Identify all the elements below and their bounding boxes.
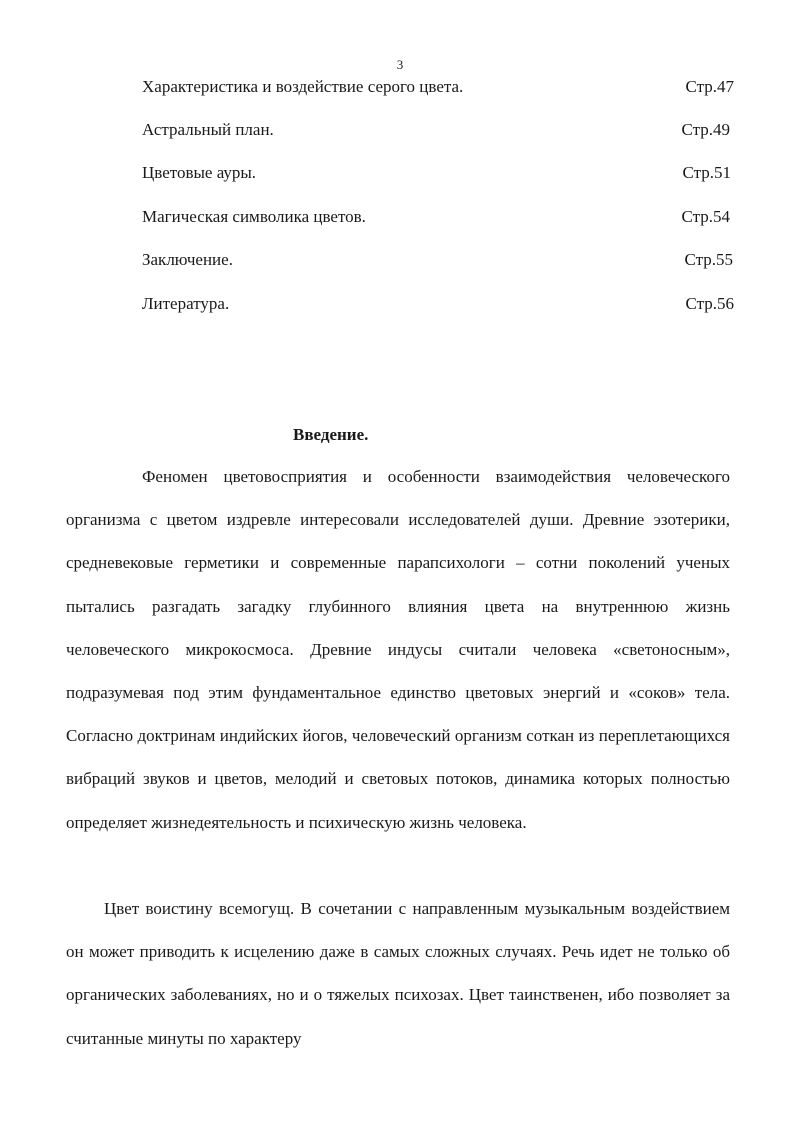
toc-entry-page: Стр.55 [684, 250, 733, 269]
toc-entry [142, 293, 734, 315]
section-heading: Введение. [293, 425, 369, 444]
toc-entry-page: Стр.51 [682, 163, 731, 182]
toc-entry-title: Цветовые ауры. [142, 163, 257, 182]
toc-entry-page: Стр.56 [685, 294, 734, 313]
toc-entry-page: Стр.47 [685, 77, 734, 96]
body-paragraph: Цвет воистину всемогущ. В сочетании с направленным музыкальным воздействием он может приводить к исцелению даже в самых сложных случаях. Речь идет не только об органических заболеваниях, но и о тяжелых психозах. Цвет таинственен, ибо позволяет за считанные минуты по характеру [66, 899, 730, 1048]
body-paragraph: Феномен цветовосприятия и особенности взаимодействия человеческого организма с цветом издревле интересовали исследователей души. Древние эзотерики, средневековые герметики и современные парапсихологи – сотни поколений ученых пытались разгадать загадку глубинного влияния цвета на внутреннюю жизнь человеческого микрокосмоса. Древние индусы считали человека «светоносным», подразумевая под этим фундаментальное единство цветовых энергий и «соков» тела. Согласно доктринам индийских йогов, человеческий организм соткан из переплетающихся вибраций звуков и цветов, мелодий и световых потоков, динамика которых полностью определяет жизнедеятельность и психическую жизнь человека. [66, 467, 730, 832]
toc-entry-page: Стр.49 [681, 120, 730, 139]
toc-entry-title: Характеристика и воздействие серого цвета. [142, 77, 464, 96]
toc-entry-title: Магическая символика цветов. [142, 207, 366, 226]
toc-entry [142, 162, 731, 184]
toc-entry [142, 119, 730, 141]
toc-entry-title: Заключение. [142, 250, 233, 269]
toc-entry-title: Литература. [142, 294, 230, 313]
toc-entry [142, 76, 734, 98]
toc-entry [142, 249, 733, 271]
toc-entry [142, 206, 730, 228]
toc-entry-title: Астральный план. [142, 120, 274, 139]
page-number: 3 [396, 57, 404, 72]
toc-entry-page: Стр.54 [681, 207, 730, 226]
